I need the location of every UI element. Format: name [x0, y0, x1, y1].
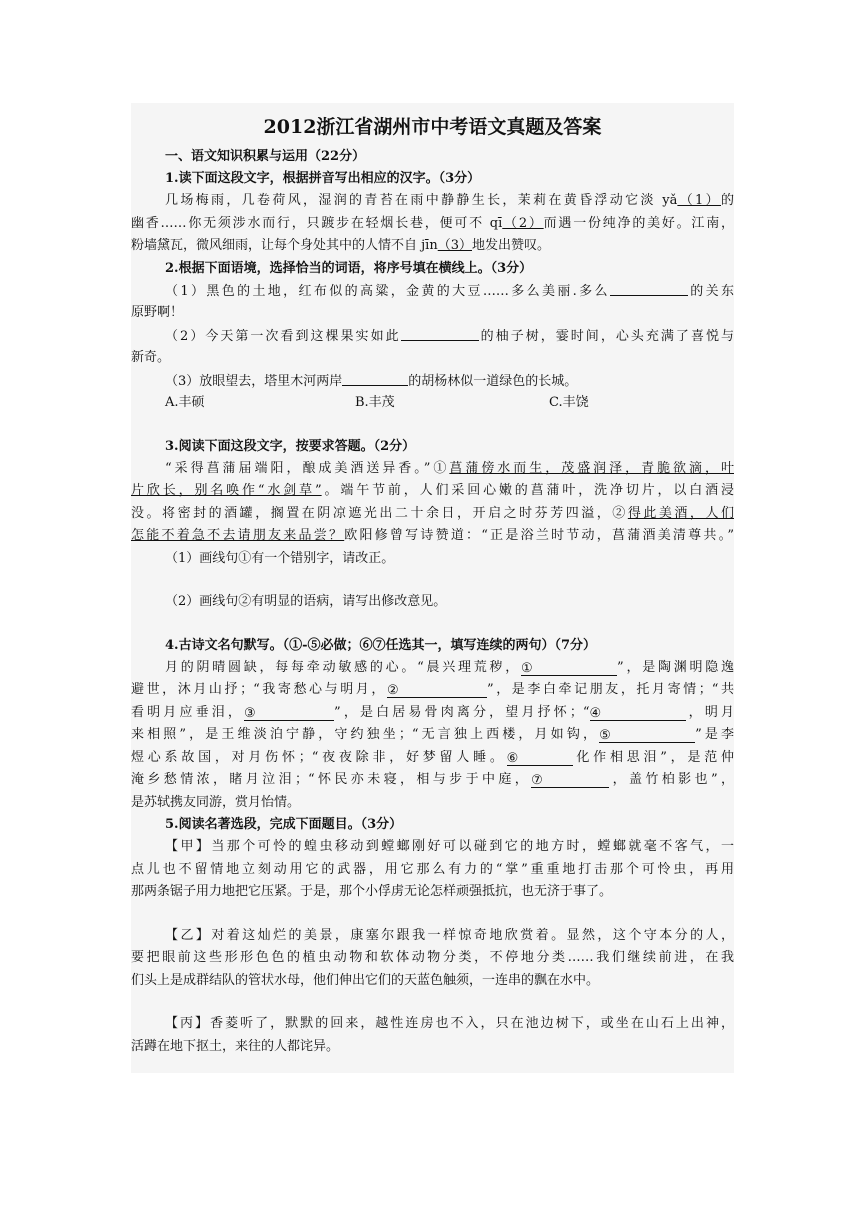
passage-yi-line-2: 要把眼前这些形形色色的植虫动物和软体动物分类，不停地分类……我们继续前进，在我 [131, 950, 734, 965]
question-4-line-3: 看明月应垂泪，③ ”，是白居易骨肉离分，望月抒怀；“④ ，明月 [131, 704, 734, 721]
question-2-options [131, 392, 734, 415]
option-b: B.丰茂 [355, 395, 395, 410]
recite-blank-4[interactable]: ④ [590, 705, 686, 721]
question-3-line-2: 片欣长，别名唤作“水剑草”。端午节前，人们采回心嫩的菖蒲叶，洗净切片，以白酒浸 [131, 483, 734, 498]
question-2-sentence-2-cont: 新奇。 [131, 350, 171, 365]
question-1-heading: 1.读下面这段文字，根据拼音写出相应的汉字。（3分） [165, 171, 481, 186]
question-5-heading: 5.阅读名著选段，完成下面题目。（3分） [165, 817, 403, 832]
recite-blank-6[interactable]: ⑥ [507, 750, 573, 766]
passage-yi-line-3: 们头上是成群结队的管状水母，他们伸出它们的天蓝色触须，一连串的飘在水中。 [131, 972, 600, 988]
passage-jia-line-3: 那两条锯子用力地把它压紧。于是，那个小俘虏无论怎样顽强抵抗，也无济于事了。 [131, 884, 613, 899]
question-3-line-1: “采得菖蒲届端阳，酿成美酒送异香。”①菖蒲傍水而生，茂盛润泽，青脆欲滴，叶 [165, 460, 734, 476]
question-3-sub-2: （2）画线句②有明显的语病，请写出修改意见。 [165, 594, 447, 609]
question-4-line-1: 月的阴晴圆缺，每每牵动敏感的心。“晨兴理荒秽，① ”，是陶渊明隐逸 [165, 659, 734, 676]
option-a: A.丰硕 [165, 395, 205, 410]
question-2-sentence-3: （3）放眼望去，塔里木河两岸 的胡杨林似一道绿色的长城。 [131, 370, 734, 393]
question-1-line-2: 幽香……你无须涉水而行，只踱步在轻烟长巷，便可不 qī（2）而遇一份纯净的美好。江南， [131, 215, 734, 231]
underlined-sentence-1: 菖蒲傍水而生，茂盛润泽，青脆欲滴，叶 [449, 460, 734, 476]
question-2-heading: 2.根据下面语境，选择恰当的词语，将序号填在横线上。（3分） [165, 260, 533, 276]
pinyin-blank-2[interactable]: （2） [502, 215, 544, 231]
question-3-line-3: 没。将密封的酒罐，搁置在阴凉遮光出二十余日，开启之时芬芳四溢，②得此美酒，人们 [131, 505, 734, 521]
question-3-line-4: 怎能不着急不去请朋友来品尝？欧阳修曾写诗赞道：“正是浴兰时节动，菖蒲酒美清尊共。” [131, 528, 734, 543]
word-blank-2[interactable] [401, 325, 479, 341]
question-3-heading: 3.阅读下面这段文字，按要求答题。（2分） [165, 438, 416, 454]
recite-blank-1[interactable]: ① [521, 660, 617, 676]
question-4-line-6: 淹乡愁情浓，睹月泣泪；“怀民亦未寝，相与步于中庭，⑦ ，盖竹柏影也”， [131, 772, 734, 788]
passage-bing-line-1: 【丙】香菱听了，默默的回来，越性连房也不入，只在池边树下，或坐在山石上出神， [165, 1016, 734, 1031]
option-c: C.丰饶 [549, 395, 589, 410]
passage-yi-line-1: 【乙】对着这灿烂的美景，康塞尔跟我一样惊奇地欣赏着。显然，这个守本分的人， [165, 927, 734, 943]
question-3-sub-1: （1）画线句①有一个错别字，请改正。 [165, 550, 395, 566]
recite-blank-3[interactable]: ③ [244, 705, 334, 721]
question-2-sentence-1-cont: 原野啊！ [131, 305, 184, 320]
question-1-line-3: 粉墙黛瓦，微风细雨，让每个身处其中的人情不自 jīn（3）地发出赞叹。 [131, 238, 550, 253]
word-blank-1[interactable] [610, 280, 688, 296]
question-2-sentence-1: （1）黑色的土地，红布似的高粱，金黄的大豆……多么美丽.多么 的关东 [131, 280, 734, 303]
question-4-heading: 4.古诗文名句默写。（①-⑤必做；⑥⑦任选其一，填写连续的两句）（7分） [165, 637, 597, 653]
recite-blank-5[interactable]: ⑤ [599, 727, 695, 743]
word-blank-3[interactable] [342, 370, 408, 386]
question-4-line-7: 是苏轼携友同游，赏月怡情。 [131, 794, 301, 810]
passage-jia-line-2: 点儿也不留情地立刻动用它的武器，用它那么有力的“掌”重重地打击那个可怜虫，再用 [131, 861, 734, 877]
document-title: 2012浙江省湖州市中考语文真题及答案 [263, 116, 602, 138]
recite-blank-7[interactable]: ⑦ [531, 772, 609, 788]
question-4-line-2: 避世，沐月山抒；“我寄愁心与明月，② ”，是李白牵记朋友，托月寄情；“共 [131, 682, 734, 698]
passage-bing-line-2: 活蹲在地下抠土，来往的人都诧异。 [131, 1038, 340, 1054]
pinyin-blank-1[interactable]: （1） [677, 193, 721, 208]
question-4-line-5: 煜心系故国，对月伤怀；“夜夜除非，好梦留人睡。⑥ 化作相思泪”，是范仲 [131, 749, 734, 766]
question-2-sentence-2: （2）今天第一次看到这棵果实如此 的柚子树，霎时间，心头充满了喜悦与 [131, 325, 734, 348]
section-heading: 一、语文知识积累与运用（22分） [165, 149, 366, 164]
recite-blank-2[interactable]: ② [387, 682, 487, 698]
passage-jia-line-1: 【甲】当那个可怜的蝗虫移动到螳螂刚好可以碰到它的地方时，螳螂就毫不客气，一 [165, 839, 734, 854]
question-1-line-1: 几场梅雨，几卷荷风，湿润的青苔在雨中静静生长，茉莉在黄昏浮动它淡 yǎ（1）的 [165, 193, 734, 208]
exam-document [131, 110, 734, 1058]
pinyin-blank-3[interactable]: （3） [437, 238, 472, 253]
question-4-line-4: 来相照”，是王维淡泊宁静，守约独坐；“无言独上西楼，月如钩，⑤ ”是李 [131, 727, 734, 743]
underlined-sentence-2: 得此美酒，人们 [627, 505, 734, 521]
